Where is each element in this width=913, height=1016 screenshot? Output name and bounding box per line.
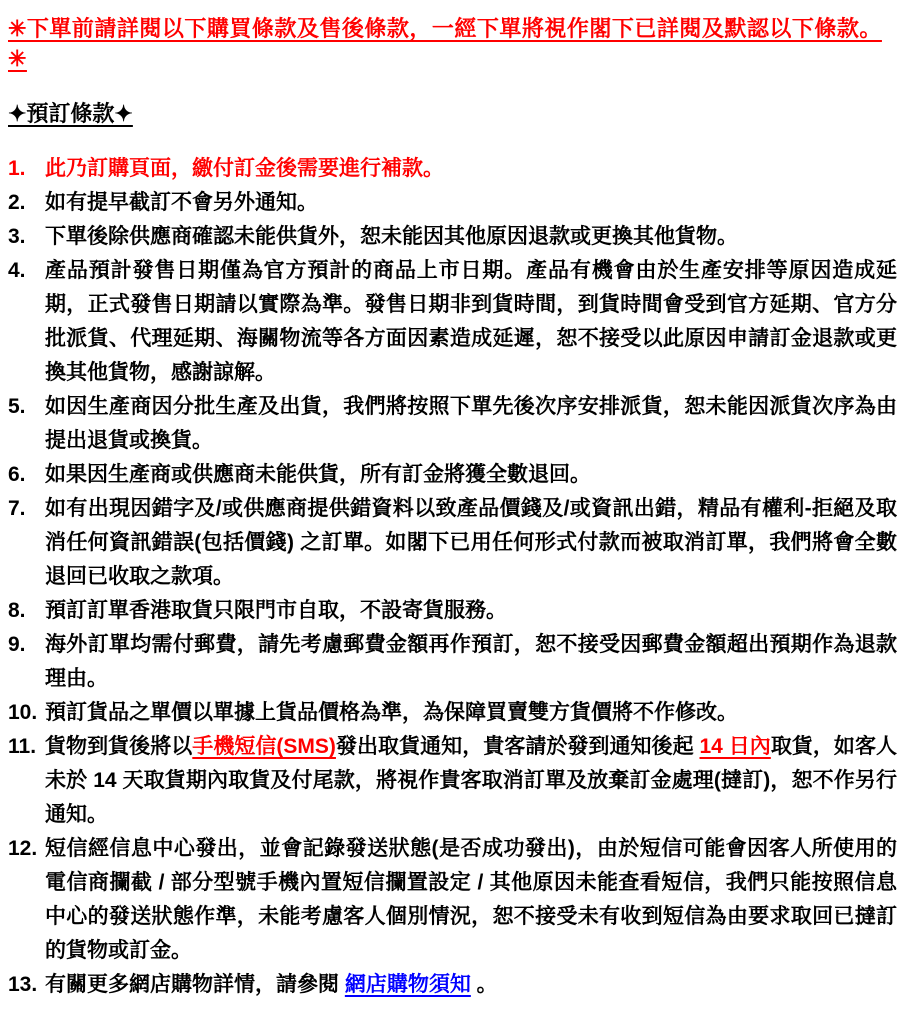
term-item-number: 7. [8,497,26,520]
term-item-2 [8,186,897,220]
term-item-8 [8,594,897,628]
term-item-number: 9. [8,633,26,656]
term-item-number: 8. [8,599,26,622]
term-text-segment: 海外訂單均需付郵費，請先考慮郵費金額再作預訂，恕不接受因郵費金額超出預期作為退款理由。 [45,633,897,690]
term-item-13 [8,968,897,1002]
term-item-9 [8,628,897,696]
term-text-segment: 貨物到貨後將以 [45,735,193,758]
section-title-preorder-terms: ✦預訂條款✦ [8,101,133,126]
term-text-segment: 。 [470,973,498,996]
term-text-segment: 如有提早截訂不會另外通知。 [45,191,318,214]
term-text-segment: 如果因生產商或供應商未能供貨，所有訂金將獲全數退回。 [45,463,591,486]
term-item-number: 12. [8,837,38,860]
term-item-10 [8,696,897,730]
term-item-number: 1. [8,157,26,180]
store-shopping-notice-link[interactable]: 網店購物須知 [344,973,471,996]
term-text-segment: 14 日內 [699,735,771,758]
page-title: ✳下單前請詳閱以下購買條款及售後條款，一經下單將視作閣下已詳閱及默認以下條款。✳ [8,16,882,71]
term-item-number: 6. [8,463,26,486]
term-item-number: 4. [8,259,26,282]
terms-list [8,152,897,1002]
term-item-number: 2. [8,191,26,214]
term-item-number: 5. [8,395,26,418]
term-item-number: 11. [8,735,37,758]
term-text-segment: 此乃訂購頁面，繳付訂金後需要進行補款。 [45,157,444,180]
term-text-segment: 如有出現因錯字及/或供應商提供錯資料以致產品價錢及/或資訊出錯，精品有權利-拒絕及取消任何資訊錯誤(包括價錢) 之訂單。如閣下已用任何形式付款而被取消訂單，我們將會全數退回已收取之款項。 [45,497,897,588]
term-item-number: 3. [8,225,26,248]
term-text-segment: 取貨，如客人未於 14 天取貨期內取貨及付尾款，將視作貴客取消訂單及放棄訂金處理(撻訂)，恕不作另行通知。 [45,735,898,826]
term-item-1 [8,152,897,186]
term-item-number: 10. [8,701,38,724]
term-text-segment: 下單後除供應商確認未能供貨外，恕未能因其他原因退款或更換其他貨物。 [45,225,738,248]
term-item-number: 13. [8,973,38,996]
term-item-3 [8,220,897,254]
term-item-6 [8,458,897,492]
term-item-11 [8,730,897,832]
term-text-segment: 短信經信息中心發出，並會記錄發送狀態(是否成功發出)，由於短信可能會因客人所使用的電信商攔截 / 部分型號手機內置短信攔置設定 / 其他原因未能查看短信，我們只能按照信息中心的發送狀態作準，未能考慮客人個別情況，恕不接受未有收到短信為由要求取回已撻訂的貨物或訂金。 [45,837,897,962]
term-text-segment: 產品預計發售日期僅為官方預計的商品上市日期。產品有機會由於生產安排等原因造成延期，正式發售日期請以實際為準。發售日期非到貨時間，到貨時間會受到官方延期、官方分批派貨、代理延期、海關物流等各方面因素造成延遲，恕不接受以此原因申請訂金退款或更換其他貨物，感謝諒解。 [45,259,897,384]
term-text-segment: 預訂貨品之單價以單據上貨品價格為準，為保障買賣雙方貨價將不作修改。 [45,701,738,724]
term-text-segment: 手機短信(SMS) [192,735,336,758]
term-item-5 [8,390,897,458]
term-item-7 [8,492,897,594]
term-text-segment: 預訂訂單香港取貨只限門市自取，不設寄貨服務。 [45,599,507,622]
term-text-segment: 如因生產商因分批生產及出貨，我們將按照下單先後次序安排派貨，恕未能因派貨次序為由提出退貨或換貨。 [45,395,897,452]
term-item-4 [8,254,897,390]
term-text-segment: 有關更多網店購物詳情，請參閱 [45,973,345,996]
term-text-segment: 發出取貨通知，貴客請於發到通知後起 [335,735,700,758]
